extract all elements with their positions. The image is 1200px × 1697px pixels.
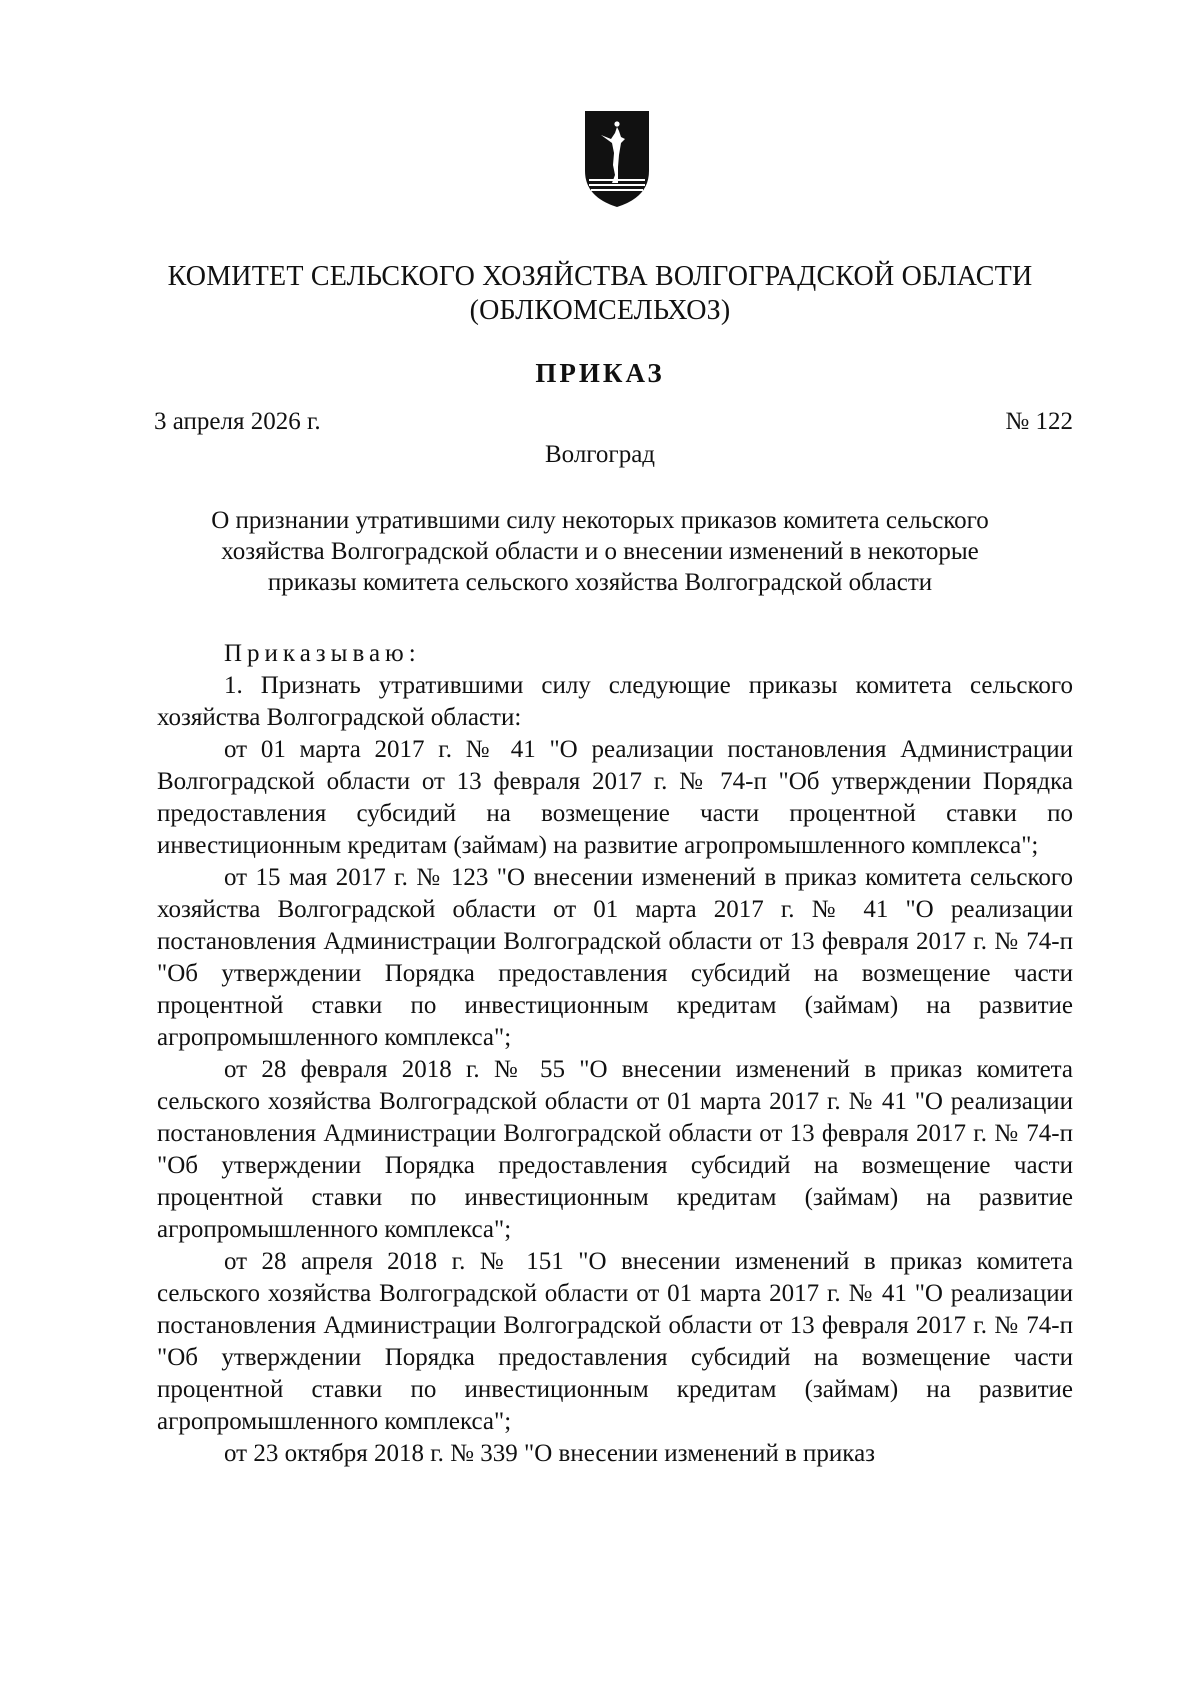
document-date: 3 апреля 2026 г. (154, 408, 321, 435)
document-number: № 122 (1005, 408, 1073, 435)
document-subject (0, 505, 1200, 598)
document-city: Волгоград (544, 441, 656, 468)
subject-line: О признании утратившими силу некоторых приказов комитета сельского (211, 507, 989, 534)
body-paragraph: от 28 февраля 2018 г. № 55 "О внесении изменений в приказ комитета сельского хозяйства Волгоградской области от 01 марта 2017 г. № 41 "О реализации постановления Администрации Волгоградской области от 13 февраля 2017 г. № 74-п "Об утверждении Порядка предоставления субсидий на возмещение части процентной ставки по инвестиционным кредитам (займам) на развитие агропромышленного комплекса"; (157, 1056, 1073, 1243)
subject-line: приказы комитета сельского хозяйства Волгоградской области (267, 569, 933, 596)
order-directive: Приказываю: (224, 640, 421, 667)
body-paragraph: от 28 апреля 2018 г. № 151 "О внесении изменений в приказ комитета сельского хозяйства Волгоградской области от 01 марта 2017 г. № 41 "О реализации постановления Администрации Волгоградской области от 13 февраля 2017 г. № 74-п "Об утверждении Порядка предоставления субсидий на возмещение части процентной ставки по инвестиционным кредитам (займам) на развитие агропромышленного комплекса"; (157, 1248, 1073, 1435)
document-type: ПРИКАЗ (535, 358, 665, 388)
document-body (157, 670, 1073, 1470)
organization-short-name: (ОБЛКОМСЕЛЬХОЗ) (469, 295, 731, 326)
volgograd-coat-of-arms-icon (581, 109, 653, 209)
organization-name: КОМИТЕТ СЕЛЬСКОГО ХОЗЯЙСТВА ВОЛГОГРАДСКОЙ ОБЛАСТИ (167, 261, 1033, 292)
body-paragraph: от 15 мая 2017 г. № 123 "О внесении изменений в приказ комитета сельского хозяйства Волгоградской области от 01 марта 2017 г. № 41 "О реализации постановления Администрации Волгоградской области от 13 февраля 2017 г. № 74-п "Об утверждении Порядка предоставления субсидий на возмещение части процентной ставки по инвестиционным кредитам (займам) на развитие агропромышленного комплекса"; (157, 864, 1073, 1051)
body-paragraph: от 01 марта 2017 г. № 41 "О реализации постановления Администрации Волгоградской области от 13 февраля 2017 г. № 74-п "Об утверждении Порядка предоставления субсидий на возмещение части процентной ставки по инвестиционным кредитам (займам) на развитие агропромышленного комплекса"; (157, 736, 1073, 859)
body-paragraph: от 23 октября 2018 г. № 339 "О внесении изменений в приказ (224, 1440, 876, 1467)
subject-line: хозяйства Волгоградской области и о внесении изменений в некоторые (221, 538, 979, 565)
body-paragraph: 1. Признать утратившими силу следующие приказы комитета сельского хозяйства Волгоградской области: (157, 672, 1073, 731)
